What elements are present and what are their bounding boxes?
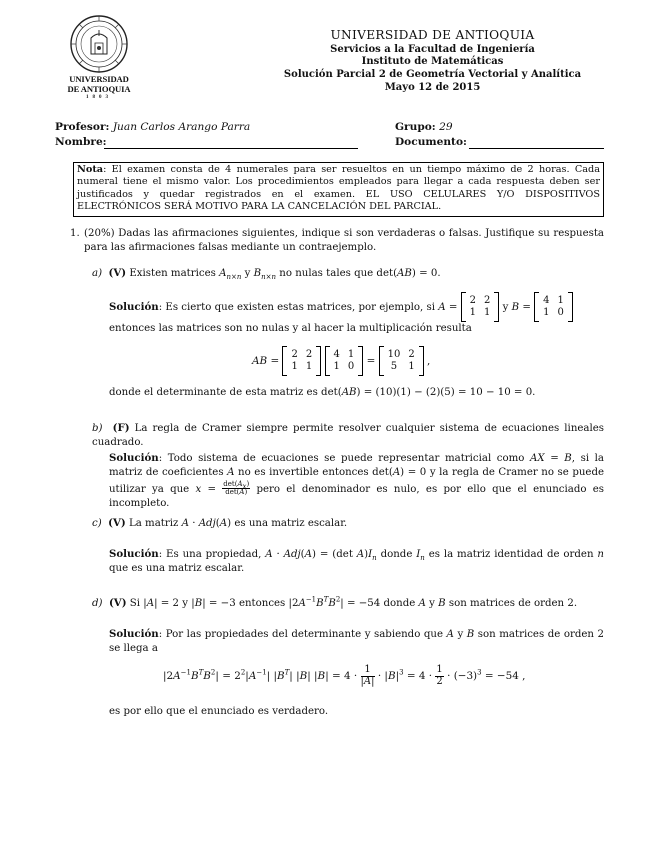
item-d-text-5: y <box>429 598 435 609</box>
equation-determinant: $|2A^{-1}B^TB^2| = 2^2|A^{-1}|$ $|B^T|$ |B| |B| = 4 · $\frac{1}{|A|}$ · $|B|^3 = 4$ · $\frac{1}{2}$ · $(-3)^3 = -54$ , <box>163 664 526 687</box>
item-d-label: d) <box>92 598 103 609</box>
item-a-sol-2: y <box>502 302 509 313</box>
item-b-sol-3: no es invertible entonces det( <box>238 467 393 479</box>
documento-line <box>469 148 604 149</box>
item-a-text-2: y <box>244 268 251 279</box>
item-b-sol-4: ) = 0 y la regla de Cramer no se puede utilizar ya que <box>109 467 604 495</box>
item-b-solution-label: Solución <box>109 452 159 464</box>
university-seal-icon <box>69 14 129 74</box>
question-number: 1. <box>70 228 80 239</box>
item-d-verdict: (V) <box>108 597 127 609</box>
nombre-field <box>55 135 107 149</box>
item-d-sol-3: son matrices de orden 2 se llega a <box>109 629 604 655</box>
item-d-solution-label: Solución <box>109 628 159 640</box>
item-d-conclusion: es por ello que el enunciado es verdadero. <box>109 706 329 717</box>
item-d-sol-2: y <box>457 629 464 640</box>
exam-header <box>210 28 655 95</box>
item-b-text: La regla de Cramer siempre permite resolver cualquier sistema de ecuaciones lineales cuadrado. <box>92 423 604 449</box>
item-a-determinant: donde el determinante de esta matriz es det(AB) = (10)(1) − (2)(5) = 10 − 10 = 0. <box>109 387 536 398</box>
item-c-text-1: La matriz <box>128 518 179 529</box>
documento-field <box>395 135 467 149</box>
item-c-sol-4: que es una matriz escalar. <box>109 563 245 575</box>
item-c-sol-2: donde <box>380 549 413 560</box>
item-a-label: a) <box>92 268 103 279</box>
item-c-solution: Solución: Es una propiedad, A · Adj(A) = (det $A)I_n$ donde $I_n$ es la matriz identidad de orden n que es una matriz escalar. <box>109 548 604 575</box>
item-d-text-3: entonces <box>238 598 286 609</box>
logo-year: 1803 <box>86 95 112 101</box>
exam-date: Mayo 12 de 2015 <box>384 82 481 93</box>
nombre-label: Nombre: <box>55 136 107 148</box>
item-a-text-1: Existen matrices <box>129 268 216 279</box>
grupo-field <box>395 120 453 134</box>
item-d-sol-1: : Por las propiedades del determinante y sabiendo que <box>158 629 443 640</box>
university-name: UNIVERSIDAD DE ANTIOQUIA <box>330 28 535 42</box>
exam-title: Solución Parcial 2 de Geometría Vectorial y Analítica <box>283 69 582 81</box>
item-d-text-6: son matrices de orden 2. <box>448 598 578 609</box>
item-c-statement: c) (V) La matriz A · Adj(A) es una matriz escalar. <box>92 517 348 529</box>
logo-text-line1: UNIVERSIDAD <box>69 74 129 84</box>
item-d-text-4: donde <box>383 598 416 609</box>
logo-text-line2: DE ANTIOQUIA <box>67 83 131 94</box>
profesor-label: Profesor: <box>55 121 110 133</box>
university-logo <box>60 14 138 100</box>
item-b-sol-2: , si la matriz de coeficientes <box>109 453 604 479</box>
matrix-a: 2 2 1 1 <box>461 292 500 322</box>
item-c-text-2: es una matriz escalar. <box>234 518 348 529</box>
item-a-solution-label: Solución <box>109 301 159 313</box>
item-c-solution-label: Solución <box>109 548 159 560</box>
item-b-sol-5: pero el denominador es nulo, es por ello que el enunciado es incompleto. <box>109 483 604 510</box>
item-b-solution: Solución: Todo sistema de ecuaciones se puede representar matricial como AX = B, si la matriz de coeficientes A no es invertible entonces det(A) = 0 y la regla de Cramer no se puede utilizar ya que x = $\frac{\det(A_x)}{\det(A)}$ pero el denominador es nulo, es por ello que el enunciado es incompleto. <box>109 452 604 510</box>
item-c-verdict: (V) <box>108 517 126 529</box>
item-c-sol-1: : Es una propiedad, <box>158 549 262 560</box>
note-text: : El examen consta de 4 numerales para ser resueltos en un tiempo máximo de 2 horas. Cada numeral tiene el mismo valor. Los procedimientos empleados para llegar a cada respuesta deben ser justificados y quedar registrados en el examen. EL USO CELULARES Y/O DISPOSITIVOS ELECTRÓNICOS SERÁ MOTIVO PARA LA CANCELACIÓN DEL PARCIAL. <box>77 164 600 213</box>
matrix-ab: 10 2 5 1 <box>379 346 424 376</box>
item-b-verdict: (F) <box>112 422 130 434</box>
item-d-solution: Solución: Por las propiedades del determinante y sabiendo que A y B son matrices de orden 2 se llega a <box>109 628 604 655</box>
matrix-b: 4 1 1 0 <box>534 292 573 322</box>
profesor-value: Juan Carlos Arango Parra <box>112 121 251 133</box>
item-d-text-2: y <box>182 598 189 609</box>
faculty-line: Servicios a la Facultad de Ingeniería <box>330 43 535 55</box>
profesor-field <box>55 120 250 134</box>
item-b-sol-1: : Todo sistema de ecuaciones se puede representar matricial como <box>158 453 525 464</box>
item-a-text-4: ) = 0. <box>411 268 441 279</box>
item-a-sol-1: : Es cierto que existen estas matrices, por ejemplo, si <box>158 302 435 313</box>
item-a-text-3: no nulas tales que det( <box>279 268 398 279</box>
item-c-sol-3: es la matriz identidad de orden <box>428 549 594 560</box>
item-b-label: b) <box>92 423 103 434</box>
grupo-value: 29 <box>439 121 453 133</box>
item-a-statement: a) (V) Existen matrices $A_{n\times n}$ y $B_{n\times n}$ no nulas tales que det(AB) = 0. <box>92 267 441 282</box>
item-b-statement <box>92 421 604 451</box>
documento-label: Documento: <box>395 136 467 148</box>
nombre-line <box>104 148 358 149</box>
question-1-text: (20%) Dadas las afirmaciones siguientes, indique si son verdaderas o falsas. Justifique su respuesta para las afirmaciones falsas mediante un contraejemplo. <box>84 228 604 254</box>
grupo-label: Grupo: <box>395 121 436 133</box>
item-a-verdict: (V) <box>108 267 127 279</box>
note-label: Nota <box>77 164 104 175</box>
item-a-solution: Solución: Es cierto que existen estas matrices, por ejemplo, si A = 2 2 1 1 y B = 4 1 1 0 entonces las matrices son no nulas y al hacer la multiplicación resulta <box>109 292 604 335</box>
equation-ab-product: AB = 2 2 1 1 4 1 1 0 = 10 2 5 1 , <box>252 346 430 376</box>
note-box <box>73 162 604 217</box>
item-a-sol-4: donde el determinante de esta matriz es det( <box>109 387 342 398</box>
item-c-label: c) <box>92 518 102 529</box>
item-d-text-1: Si <box>129 598 141 609</box>
item-a-sol-5: ) = (10)(1) − (2)(5) = 10 − 10 = 0. <box>356 387 536 398</box>
institute-line: Instituto de Matemáticas <box>361 56 504 68</box>
item-d-statement: d) (V) Si |A| = 2 y |B| = −3 entonces $|2A^{-1}B^TB^2| = -54$ donde A y B son matrices de orden 2. <box>92 595 578 609</box>
item-a-sol-3: entonces las matrices son no nulas y al hacer la multiplicación resulta <box>109 323 472 334</box>
